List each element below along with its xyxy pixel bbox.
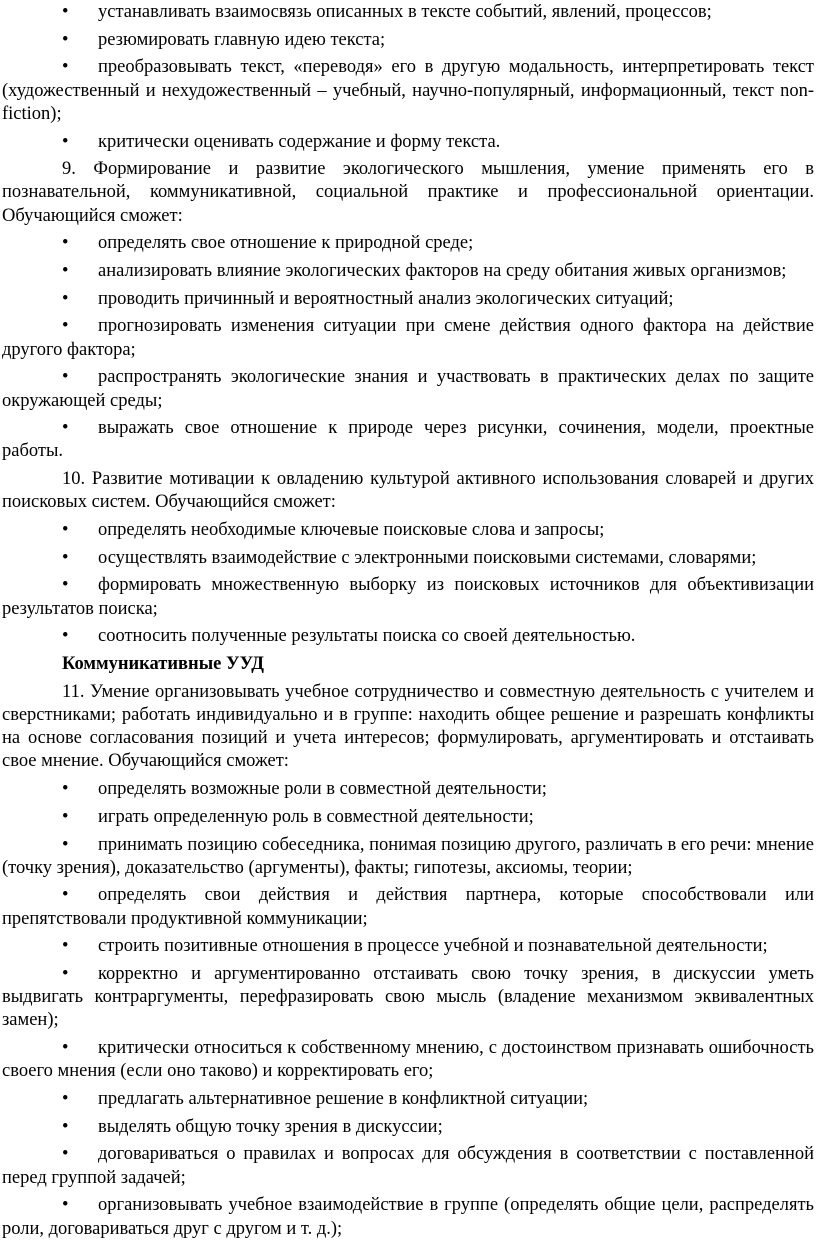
bullet-icon: •	[62, 131, 69, 152]
item-text: 10. Развитие мотивации к овладению культурой активного использования словарей и других поисковых систем. Обучающийся сможет:	[2, 469, 814, 513]
bullet-icon: •	[62, 29, 69, 50]
bullet-icon: •	[62, 547, 69, 568]
bullet-item	[2, 366, 814, 412]
item-text: Коммуникативные УУД	[62, 654, 265, 675]
item-text: резюмировать главную идею текста;	[98, 29, 386, 50]
bullet-icon: •	[62, 1144, 69, 1165]
bullet-item	[2, 288, 814, 311]
bullet-item	[2, 963, 814, 1033]
item-text: 9. Формирование и развитие экологического мышления, умение применять его в познавательной, коммуникативной, социальной практике и профессиональной ориентации. Обучающийся сможет:	[2, 159, 814, 226]
item-text: выделять общую точку зрения в дискуссии;	[98, 1116, 443, 1137]
bullet-icon: •	[62, 936, 69, 957]
item-text: критически оценивать содержание и форму текста.	[98, 131, 501, 152]
item-text: определять возможные роли в совместной деятельности;	[98, 779, 547, 800]
item-text: корректно и аргументированно отстаивать свою точку зрения, в дискуссии уметь выдвигать контраргументы, перефразировать свою мысль (владение механизмом эквивалентных замен);	[2, 964, 814, 1031]
bullet-icon: •	[62, 316, 69, 337]
bullet-item	[2, 1143, 814, 1189]
item-text: договариваться о правилах и вопросах для обсуждения в соответствии с поставленной перед группой задачей;	[2, 1144, 814, 1188]
bullet-item	[2, 884, 814, 930]
item-text: организовывать учебное взаимодействие в группе (определять общие цели, распределять роли, договариваться друг с другом и т. д.);	[2, 1195, 814, 1239]
item-text: осуществлять взаимодействие с электронными поисковыми системами, словарями;	[98, 547, 757, 568]
item-text: определять свое отношение к природной среде;	[98, 233, 474, 254]
item-text: выражать свое отношение к природе через рисунки, сочинения, модели, проектные работы.	[2, 418, 814, 462]
item-text: формировать множественную выборку из поисковых источников для объективизации результатов поиска;	[2, 575, 814, 619]
item-text: критически относиться к собственному мнению, с достоинством признавать ошибочность своего мнения (если оно таково) и корректировать его;	[2, 1038, 814, 1082]
bullet-item	[2, 806, 814, 829]
item-text: принимать позицию собеседника, понимая позицию другого, различать в его речи: мнение (точку зрения), доказательство (аргументы), факты; гипотезы, аксиомы, теории;	[2, 834, 814, 878]
item-text: соотносить полученные результаты поиска со своей деятельностью.	[98, 626, 636, 647]
section-heading	[2, 653, 814, 676]
bullet-icon: •	[62, 885, 69, 906]
bullet-item	[2, 29, 814, 52]
bullet-icon: •	[62, 233, 69, 254]
bullet-item	[2, 131, 814, 154]
bullet-icon: •	[62, 2, 69, 22]
item-text: устанавливать взаимосвязь описанных в тексте событий, явлений, процессов;	[98, 2, 712, 22]
item-text: распространять экологические знания и участвовать в практических делах по защите окружающей среды;	[2, 367, 814, 411]
bullet-item	[2, 1194, 814, 1240]
bullet-icon: •	[62, 806, 69, 827]
bullet-icon: •	[62, 367, 69, 388]
bullet-item	[2, 1, 814, 24]
bullet-item	[2, 260, 814, 283]
bullet-icon: •	[62, 1116, 69, 1137]
bullet-icon: •	[62, 1038, 69, 1059]
bullet-item	[2, 834, 814, 880]
item-text: предлагать альтернативное решение в конфликтной ситуации;	[98, 1089, 589, 1110]
bullet-icon: •	[62, 626, 69, 647]
bullet-item	[2, 547, 814, 570]
bullet-item	[2, 1088, 814, 1111]
bullet-icon: •	[62, 57, 69, 78]
bullet-icon: •	[62, 418, 69, 439]
bullet-icon: •	[62, 1089, 69, 1110]
bullet-item	[2, 935, 814, 958]
bullet-item	[2, 1116, 814, 1139]
item-text: играть определенную роль в совместной деятельности;	[98, 806, 534, 827]
bullet-item	[2, 56, 814, 126]
bullet-icon: •	[62, 575, 69, 596]
paragraph	[2, 681, 814, 774]
bullet-icon: •	[62, 779, 69, 800]
bullet-item	[2, 625, 814, 648]
bullet-item	[2, 417, 814, 463]
bullet-item	[2, 1037, 814, 1083]
item-text: прогнозировать изменения ситуации при смене действия одного фактора на действие другого фактора;	[2, 316, 814, 360]
bullet-icon: •	[62, 1195, 69, 1216]
item-text: определять необходимые ключевые поисковые слова и запросы;	[98, 520, 605, 541]
bullet-icon: •	[62, 261, 69, 282]
item-text: проводить причинный и вероятностный анализ экологических ситуаций;	[98, 288, 674, 309]
bullet-item	[2, 232, 814, 255]
item-text: анализировать влияние экологических факторов на среду обитания живых организмов;	[98, 261, 787, 282]
bullet-icon: •	[62, 834, 69, 855]
bullet-item	[2, 315, 814, 361]
item-text: 11. Умение организовывать учебное сотрудничество и совместную деятельность с учителем и сверстниками; работать индивидуально и в группе: находить общее решение и разрешать конфликты на основе согласования позиций и учета интересов; формулировать, аргументировать и отстаивать свое мнение. Обучающийся сможет:	[2, 681, 814, 772]
paragraph	[2, 468, 814, 514]
bullet-icon: •	[62, 964, 69, 985]
bullet-item	[2, 778, 814, 801]
item-text: определять свои действия и действия партнера, которые способствовали или препятствовали продуктивной коммуникации;	[2, 885, 814, 929]
bullet-icon: •	[62, 288, 69, 309]
bullet-icon: •	[62, 520, 69, 541]
bullet-item	[2, 574, 814, 620]
paragraph	[2, 158, 814, 228]
item-text: преобразовывать текст, «переводя» его в другую модальность, интерпретировать текст (художественный и нехудожественный – учебный, научно-популярный, информационный, текст non-fiction);	[2, 57, 814, 124]
item-text: строить позитивные отношения в процессе учебной и познавательной деятельности;	[98, 936, 768, 957]
bullet-item	[2, 519, 814, 542]
